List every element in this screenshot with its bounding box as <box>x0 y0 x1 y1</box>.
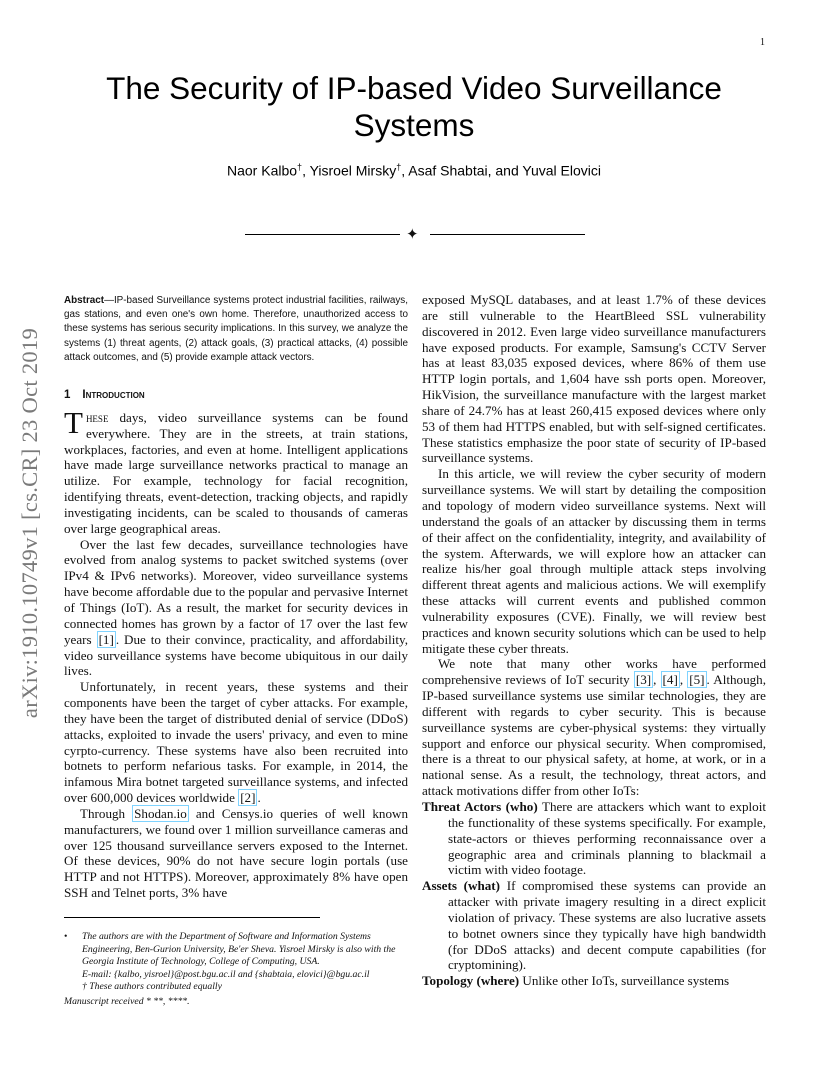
paragraph <box>64 679 408 806</box>
definition-item <box>422 878 766 973</box>
paragraph-text: Through <box>80 805 133 821</box>
equal-contribution-mark: † <box>297 162 303 172</box>
footnote-email: E-mail: {kalbo, yisroel}@post.bgu.ac.il and {shabtaia, elovici}@bgu.ac.il <box>82 968 370 980</box>
definition-list <box>422 799 766 989</box>
citation-link[interactable]: [1] <box>98 631 114 647</box>
section-number: 1 <box>64 389 71 402</box>
abstract-label: Abstract <box>64 295 105 306</box>
footnote-rule <box>64 917 320 918</box>
divider-line-right <box>430 234 585 235</box>
left-column <box>64 294 408 901</box>
drop-cap: T <box>64 404 83 440</box>
definition-item <box>422 973 766 989</box>
author-separator: , <box>302 162 310 179</box>
definition-item <box>422 799 766 878</box>
author-list <box>60 162 768 179</box>
section-heading <box>64 388 408 404</box>
paragraph <box>64 404 408 537</box>
citation-link[interactable]: [4] <box>662 672 678 688</box>
arxiv-stamp <box>10 290 50 760</box>
paragraph-text: We note that many other works have performed comprehensive reviews of IoT security <box>422 656 766 688</box>
paragraph-text: . <box>257 790 261 806</box>
citation-separator: , <box>653 672 661 688</box>
author-footnote <box>64 931 414 994</box>
author-names-rest: , Asaf Shabtai, and Yuval Elovici <box>401 162 601 179</box>
right-column <box>422 292 766 989</box>
paper-title: The Security of IP-based Video Surveillance Systems <box>106 70 722 143</box>
shodan-link[interactable]: Shodan.io <box>134 805 187 821</box>
divider-line-left <box>245 234 400 235</box>
paragraph-text: . Although, IP-based surveillance systems use similar technologies, they are different with regards to cyber security. This is because surveillance systems are cyber-physical systems: they virtually support and enforce our physical security. When compromised, there is a threat to our physical safety, at home, at work, or in a national sense. As a result, the technology, threat actors, and attack motivations differ from other IoTs: <box>422 672 766 799</box>
equal-contribution-mark: † <box>396 162 402 172</box>
paragraph: exposed MySQL databases, and at least 1.7% of these devices are still vulnerable to the HeartBleed SSL vulnerability discovered in 2012. Even large video surveillance manufacturers have exposed products. For example, Samsung's CCTV Server has at least 83,035 exposed devices, where 86% of them use HTTP login portals, and 1,604 have ssh ports open. Moreover, HikVision, the surveillance manufacture with the largest market share of 24.7% has at least 260,415 exposed devices where only 53 of them had HTTPS enabled, but with self-signed certificates. These statistics emphasize the poor state of security of IP-based surveillance systems. <box>422 292 766 466</box>
paragraph-text: Over the last few decades, surveillance technologies have evolved from analog systems to packet switched systems (over IPv4 & IPv6 networks). Moreover, video surveillance systems have become affordable due to the popular and pervasive Internet of Things (IoT). As a result, the market for security devices in connected homes has grown by a factor of 17 over the last few years <box>64 536 408 647</box>
definition-term: Assets (what) <box>422 878 501 894</box>
definition-text: There are attackers which want to exploit the functionality of these systems specifically. For example, state-actors or thieves performing reconnaissance over a geographic area and criminals planning to blackmail a victim with video footage. <box>448 799 766 878</box>
definition-term: Topology (where) <box>422 973 520 989</box>
paragraph <box>64 537 408 680</box>
lead-word: hese <box>85 409 109 425</box>
citation-link[interactable]: [2] <box>240 790 256 806</box>
paragraph-text: and Censys.io queries of well known manufacturers, we found over 1 million surveillance cameras and over 125 thousand surveillance servers exposed to the Internet. Of these devices, 90% do not have secure login portals (use HTTP and not HTTPS). Moreover, approximately 8% have open SSH and Telnet ports, 3% have <box>64 805 408 901</box>
author-name: Yisroel Mirsky <box>309 162 397 179</box>
definition-text: Unlike other IoTs, surveillance systems <box>519 973 730 989</box>
manuscript-note: Manuscript received * **, ****. <box>64 996 190 1007</box>
paragraph <box>64 806 408 901</box>
footnote-equal-contribution: † These authors contributed equally <box>82 981 222 993</box>
definition-term: Threat Actors (who) <box>422 799 538 814</box>
author-name: Naor Kalbo <box>227 162 298 179</box>
arxiv-stamp-text: arXiv:1910.10749v1 [cs.CR] 23 Oct 2019 <box>17 327 42 719</box>
paragraph: In this article, we will review the cyber security of modern surveillance systems. We will start by detailing the composition and topology of modern video surveillance systems. Next will understand the goals of an attacker by discussing them in terms of their affect on the confidentiality, integrity, and availability of the system. Afterwards, we will explore how an attacker can realize his/her goal through multiple attack steps involving different threat agents and malicious actions. We will exemplify these attacks will current events and published common vulnerability exposures (CVE). Finally, we will review best practices and known security solutions which can be used to help mitigate these cyber threats. <box>422 466 766 656</box>
star-icon: ✦ <box>406 225 419 243</box>
title-divider <box>245 225 585 243</box>
abstract <box>64 294 408 365</box>
paragraph-text: days, video surveillance systems can be found everywhere. They are in the streets, at train stations, workplaces, factories, and even at home. Intelligent applications have made large surveillance networks practical to manage an utilize. For example, technology for facial recognition, identifying threats, event-detection, tracking objects, and rapidly investigating incidents, can be scaled to thousands of cameras over large geographical areas. <box>64 409 408 536</box>
paragraph-text: . Due to their convince, practicality, and affordability, video surveillance systems have become ubiquitous in our daily lives. <box>64 631 408 679</box>
paragraph <box>422 656 766 799</box>
abstract-text: —IP-based Surveillance systems protect industrial facilities, railways, gas stations, and even one's own home. Therefore, unauthorized access to these systems has serious security implications. In this survey, we analyze the systems (1) threat agents, (2) attack goals, (3) practical attacks, (4) possible attack outcomes, and (5) provide example attack vectors. <box>64 295 408 363</box>
section-title: Introduction <box>82 389 145 402</box>
citation-link[interactable]: [3] <box>635 672 652 688</box>
citation-separator: , <box>679 672 688 688</box>
bullet-icon: • <box>64 931 68 942</box>
definition-text: If compromised these systems can provide an attacker with private imagery resulting in a direct explicit violation of privacy. These systems are also lucrative assets to botnet owners since they typically have high bandwidth (for DDoS attacks) and decent compute capabilities (for cryptomining). <box>448 878 766 973</box>
paragraph-text: Unfortunately, in recent years, these systems and their components have been the target of cyber attacks. For example, they have been the target of distributed denial of service (DDoS) attacks, exploited to invade the users' privacy, and even to mine cyrpto-currency. These systems have also been recruited into botnets to perform nefarious tasks. For example, in 2014, the infamous Mira botnet targeted surveillance systems, and infected over 600,000 devices worldwide <box>64 679 408 806</box>
citation-link[interactable]: [5] <box>689 672 705 688</box>
page-number: 1 <box>760 37 765 48</box>
footnote-affiliation: The authors are with the Department of Software and Information Systems Engineering, Ben-Gurion University, Be'er Sheva. Yisroel Mirsky is also with the Georgia Institute of Technology, College of Computing, USA. <box>82 931 396 968</box>
